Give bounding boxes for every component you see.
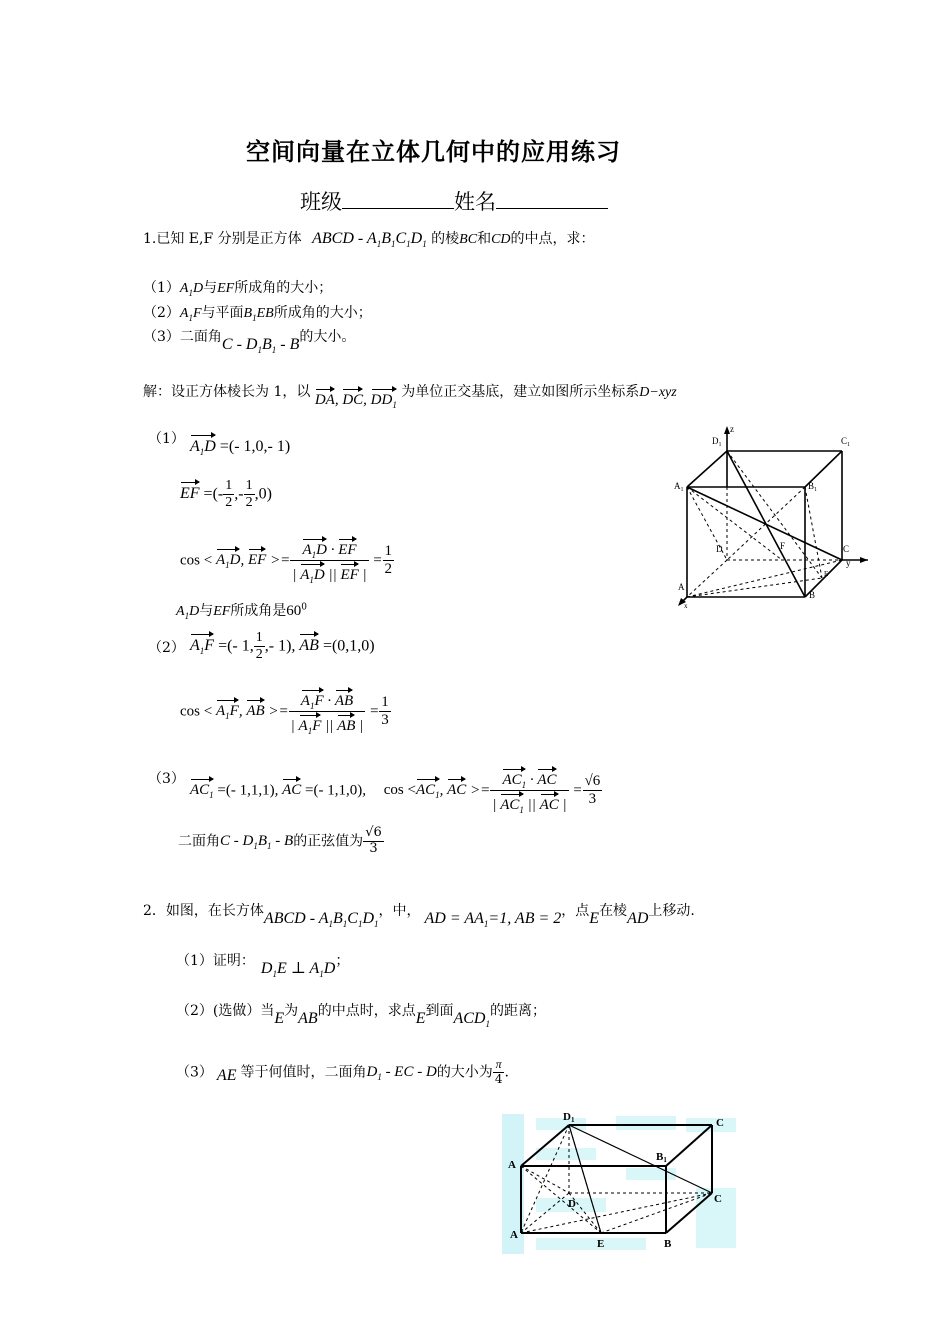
svg-text:C: C <box>843 544 850 554</box>
class-blank[interactable] <box>342 190 454 209</box>
q2-stem-a: 2．如图，在长方体 <box>143 903 264 919</box>
svg-text:C1: $C_1$ <box>841 436 851 448</box>
svg-text:C: C <box>716 1117 724 1129</box>
q2-stem-b: ，中， <box>378 903 421 919</box>
q1-p2-tail: 所成角的大小； <box>273 305 372 321</box>
q2-stem: 2．如图，在长方体ABCD - $A_1B_1C_1D_1$，中， AD = $AA_1=1$, AB = 2，点E在棱AD上移动. <box>143 903 695 930</box>
svg-text:D: D <box>716 544 723 554</box>
q2-part2: （2）(选做）当E为AB的中点时，求点E到面$ACD_1$的距离； <box>176 1003 546 1030</box>
svg-text:y: y <box>846 558 851 568</box>
cube-figure <box>672 424 868 610</box>
svg-text:A: A <box>678 582 685 592</box>
svg-text:F: F <box>780 541 786 551</box>
q1-solution-intro: 解：设正方体棱长为 1，以 DA, DC, $DD_1$ 为单位正交基底，建立如图所示坐标系D−xyz <box>143 384 677 410</box>
q2-part3: （3） AE 等于何值时，二面角$D_1$ - EC - D的大小为 $\frac{\pi}{4}$ . <box>176 1057 509 1086</box>
q1-p1-tail: 所成角的大小； <box>234 280 333 296</box>
name-blank[interactable] <box>496 190 608 209</box>
q1-part1: $(1)A_1D$与EF所成角的大小； <box>143 280 333 298</box>
sol-coord: D−xyz <box>639 385 677 400</box>
svg-text:D: D <box>568 1198 576 1210</box>
cuboid-figure <box>496 1108 746 1263</box>
s2-cos: $\cos < A_1F$, AB >= $\frac{A_1F \cdot AB}{| A_1F || AB |}$ = $\frac{1}{3}$ <box>180 687 391 737</box>
svg-text:A: A <box>508 1159 516 1171</box>
q2-stem-c: ，点 <box>561 903 590 919</box>
svg-text:D1: D1 <box>563 1111 575 1124</box>
svg-text:E: E <box>824 570 829 578</box>
svg-text:z: z <box>730 424 734 434</box>
svg-text:A: A <box>510 1229 518 1241</box>
s2-num: （2） <box>148 640 185 656</box>
s3-vecs: $AC_1$ =(- 1,1,1), AC =(- 1,1,0), $\cos <AC_1$, AC >= $\frac{AC_1 \cdot AC}{| AC_1 || AC |}$ = $\frac{√6}{3}$ <box>190 766 602 816</box>
s2-vec: $A_1F$ =(- 1, $\frac{1}{2}$ ,- 1), AB =(0,1,0) <box>190 630 375 663</box>
q2-stem-d: 在棱 <box>599 903 628 919</box>
q1-stem-c: 的中点，求： <box>510 231 595 247</box>
s1-vec-ef: EF =(- $\frac{1}{2}$ ,- $\frac{1}{2}$ ,0) <box>180 478 272 511</box>
cube-expr: ABCD - $A_1B_1C_1D_1$ <box>312 230 427 250</box>
q1-stem-a: 1.已知 E,F 分别是正方体 <box>143 231 302 247</box>
svg-text:B: B <box>809 590 816 600</box>
and-word: 和 <box>477 231 492 247</box>
svg-text:E: E <box>597 1238 605 1250</box>
svg-text:x: x <box>684 602 688 610</box>
svg-text:B1: $B_1$ <box>808 481 818 493</box>
q1-p2-num: （2） <box>143 305 180 321</box>
q1-part3: （3）二面角C - $D_1B_1$ - B的大小。 <box>143 329 356 356</box>
q2-stem-e: 上移动. <box>648 903 695 919</box>
s3-num: （3） <box>148 771 185 787</box>
s1-cos: $\cos < A_1D$, EF >= $\frac{A_1D \cdot EF}{| A_1D || EF |}$ = $\frac{1}{2}$ <box>180 536 394 586</box>
edge-bc: BC <box>459 232 478 247</box>
sol-a: 解：设正方体棱长为 1，以 <box>143 384 311 400</box>
q1-p2-text: 与平面 <box>201 305 244 321</box>
q1-stem <box>143 228 595 249</box>
svg-text:C: C <box>714 1193 722 1205</box>
svg-text:A1: $A_1$ <box>674 481 684 493</box>
q1-part2: $(2)A_1F$与平面$B_1EB$所成角的大小； <box>143 305 372 323</box>
edge-cd: CD <box>491 232 511 247</box>
page-title: 空间向量在立体几何中的应用练习 <box>246 137 621 166</box>
class-name-line <box>300 186 608 216</box>
class-label: 班级 <box>300 190 342 214</box>
s1-num: （1） <box>148 431 185 447</box>
q1-p1-ef: EF <box>217 281 235 296</box>
q2-part1: （1）证明： $D_1E$ ⊥ $A_1D$； <box>176 953 350 980</box>
s1-result: $A_1D$与EF所成角是$60^0$ <box>176 602 308 621</box>
sol-b: 为单位正交基底，建立如图所示坐标系 <box>401 384 640 400</box>
svg-text:B1: B1 <box>656 1151 667 1164</box>
q1-p3-num: （3）二面角 <box>143 329 222 345</box>
q1-p1-text: 与 <box>203 280 218 296</box>
s1-vec-a1d: $A_1D$ =(- 1,0,- 1) <box>190 432 290 457</box>
svg-text:D1: $D_1$ <box>712 436 722 448</box>
svg-text:B: B <box>664 1238 672 1250</box>
name-label: 姓名 <box>454 190 496 214</box>
q1-p3-tail: 的大小。 <box>299 329 356 345</box>
q1-p1-num: （1） <box>143 280 180 296</box>
q1-stem-b: 的棱 <box>431 231 460 247</box>
s3-result: 二面角C - $D_1B_1$ - B的正弦值为 $\frac{√6}{3}$ <box>178 825 382 856</box>
